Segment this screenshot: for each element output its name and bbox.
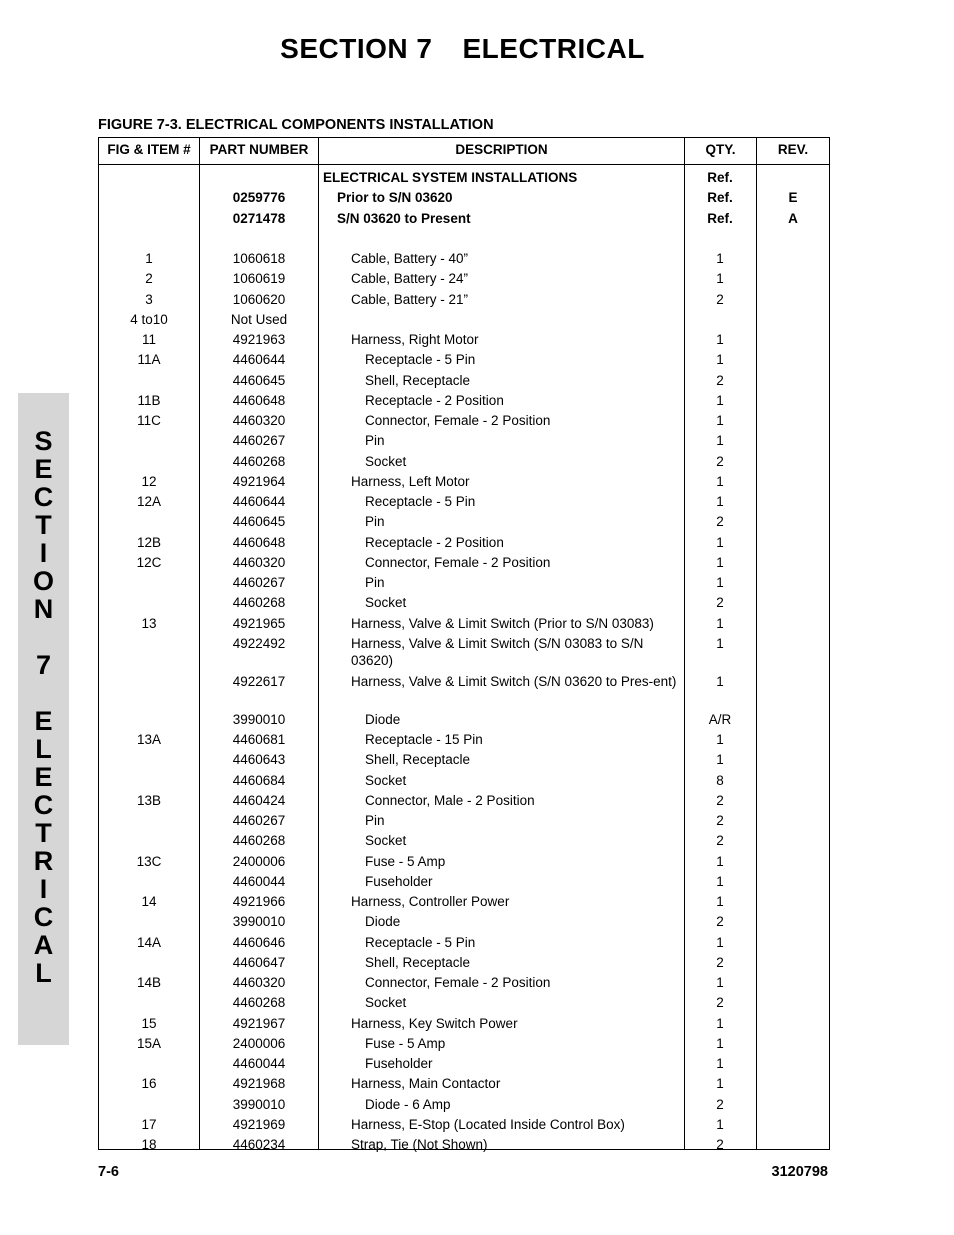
description-cell: Harness, Valve & Limit Switch (S/N 03083 to S/N 03620): [351, 635, 644, 668]
description-cell: Shell, Receptacle: [365, 954, 471, 970]
rev-cell: E: [788, 190, 798, 206]
qty-cell: 2: [716, 453, 724, 469]
description-cell: Fuse - 5 Amp: [365, 1035, 446, 1051]
part-number-cell: 4460643: [232, 752, 286, 768]
description-cell: Fuseholder: [365, 1056, 433, 1071]
part-number-cell: 3990010: [232, 711, 286, 727]
parts-table: [98, 137, 830, 1150]
qty-cell: 2: [716, 954, 724, 970]
fig-item-cell: 11B: [137, 392, 161, 408]
header-fig-item: FIG & ITEM #: [107, 142, 191, 157]
column-divider: [199, 138, 200, 1149]
part-number-cell: 4460424: [232, 792, 286, 808]
part-number-cell: 4460646: [232, 934, 286, 950]
qty-cell: Ref.: [707, 190, 733, 206]
qty-cell: 8: [716, 772, 724, 788]
part-number-cell: 4460320: [232, 413, 286, 428]
qty-cell: 2: [716, 1096, 724, 1112]
description-cell: Connector, Female - 2 Position: [365, 413, 551, 428]
description-cell: ELECTRICAL SYSTEM INSTALLATIONS: [323, 170, 578, 185]
part-number-cell: 4921968: [232, 1076, 286, 1092]
description-cell: Pin: [365, 813, 385, 828]
side-tab-letter: O: [32, 566, 54, 596]
description-cell: Harness, Controller Power: [351, 894, 510, 909]
fig-item-cell: 14A: [136, 934, 162, 950]
part-number-cell: 4921965: [232, 615, 286, 631]
description-cell: Fuseholder: [365, 873, 433, 889]
part-number-cell: Not Used: [230, 311, 288, 327]
header-divider: [99, 164, 829, 165]
qty-cell: 1: [716, 352, 724, 368]
description-cell: Socket: [365, 595, 407, 611]
description-cell: Receptacle - 2 Position: [365, 392, 504, 408]
description-cell: Diode - 6 Amp: [365, 1096, 451, 1112]
description-cell: Connector, Male - 2 Position: [365, 792, 535, 808]
rev-cell: A: [788, 210, 798, 226]
qty-cell: 1: [716, 473, 724, 489]
qty-cell: 1: [716, 332, 724, 347]
part-number-cell: 4921966: [232, 894, 286, 909]
description-cell: Diode: [365, 914, 401, 930]
qty-cell: 2: [716, 914, 724, 930]
fig-item-cell: 13C: [136, 853, 162, 869]
description-cell: Socket: [365, 772, 407, 788]
qty-cell: 1: [716, 1035, 724, 1051]
fig-item-cell: 15: [141, 1015, 157, 1031]
part-number-cell: 4460320: [232, 975, 286, 990]
part-number-cell: 4460684: [232, 772, 286, 788]
header-qty: QTY.: [705, 142, 736, 157]
description-cell: Connector, Female - 2 Position: [365, 554, 551, 570]
fig-item-cell: 13: [141, 615, 157, 631]
description-cell: Prior to S/N 03620: [337, 190, 453, 206]
description-cell: Receptacle - 15 Pin: [365, 732, 483, 747]
side-tab-letter: I: [39, 874, 48, 904]
qty-cell: 2: [716, 995, 724, 1011]
qty-cell: A/R: [708, 711, 732, 727]
part-number-cell: 4460267: [232, 813, 286, 828]
qty-cell: 2: [716, 813, 724, 828]
qty-cell: 1: [716, 413, 724, 428]
header-description: DESCRIPTION: [455, 142, 548, 157]
qty-cell: 1: [716, 392, 724, 408]
description-cell: Harness, Valve & Limit Switch (Prior to S/N 03083): [351, 615, 654, 631]
part-number-cell: 4460648: [232, 534, 286, 550]
part-number-cell: 4460044: [232, 1056, 286, 1071]
qty-cell: 1: [716, 251, 724, 266]
qty-cell: 1: [716, 271, 724, 287]
section-side-tab: [18, 393, 69, 1045]
part-number-cell: 4460268: [232, 995, 286, 1011]
part-number-cell: 4921967: [232, 1015, 286, 1031]
part-number-cell: 1060620: [232, 291, 286, 307]
description-cell: Strap, Tie (Not Shown): [351, 1137, 488, 1152]
description-cell: Pin: [365, 575, 385, 590]
fig-item-cell: 12A: [136, 494, 162, 509]
description-cell: Harness, E-Stop (Located Inside Control Box): [351, 1116, 625, 1132]
description-cell: Harness, Right Motor: [351, 332, 479, 347]
part-number-cell: 4460644: [232, 352, 286, 368]
part-number-cell: 4921964: [232, 473, 286, 489]
fig-item-cell: 11A: [137, 352, 161, 368]
part-number-cell: 4460320: [232, 554, 286, 570]
section-name: ELECTRICAL: [462, 33, 645, 64]
qty-cell: 1: [716, 494, 724, 509]
side-tab-letter: E: [34, 454, 53, 484]
section-title: [0, 33, 925, 65]
fig-item-cell: 12: [141, 473, 157, 489]
page-number: 7-6: [98, 1164, 119, 1180]
part-number-cell: 4460268: [232, 595, 286, 611]
qty-cell: 1: [716, 635, 724, 651]
fig-item-cell: 11: [141, 332, 156, 347]
qty-cell: 2: [716, 595, 724, 611]
side-tab-letter: E: [34, 762, 53, 792]
description-cell: Socket: [365, 833, 407, 849]
qty-cell: 1: [716, 853, 724, 869]
qty-cell: Ref.: [707, 210, 733, 226]
fig-item-cell: 3: [145, 291, 153, 307]
description-cell: Socket: [365, 995, 407, 1011]
description-cell: Harness, Valve & Limit Switch (S/N 03620 to Pres-ent): [351, 673, 677, 689]
description-cell: Socket: [365, 453, 407, 469]
side-tab-letter: C: [33, 790, 54, 820]
side-tab-letter: [18, 679, 69, 707]
fig-item-cell: 1: [145, 251, 153, 266]
side-tab-letters: [18, 427, 69, 987]
side-tab-letter: T: [35, 818, 52, 848]
description-cell: Pin: [365, 514, 385, 530]
column-divider: [756, 138, 757, 1149]
description-cell: Cable, Battery - 21”: [351, 291, 469, 307]
part-number-cell: 1060619: [232, 271, 286, 287]
description-cell: Cable, Battery - 40”: [351, 251, 469, 266]
part-number-cell: 4922617: [232, 673, 286, 689]
qty-cell: 1: [716, 732, 724, 747]
side-tab-letter: N: [33, 594, 54, 624]
side-tab-letter: 7: [35, 650, 52, 680]
side-tab-letter: I: [39, 538, 48, 568]
fig-item-cell: 4 to10: [130, 311, 168, 327]
description-cell: Shell, Receptacle: [365, 752, 471, 768]
part-number-cell: 4460234: [232, 1137, 286, 1152]
fig-item-cell: 2: [145, 271, 153, 287]
fig-item-cell: 12C: [136, 554, 162, 570]
description-cell: Pin: [365, 433, 385, 449]
part-number-cell: 3990010: [232, 914, 286, 930]
part-number-cell: 4921969: [232, 1116, 286, 1132]
description-cell: Connector, Female - 2 Position: [365, 975, 551, 990]
qty-cell: 2: [716, 792, 724, 808]
description-cell: Receptacle - 5 Pin: [365, 934, 476, 950]
part-number-cell: 4460647: [232, 954, 286, 970]
part-number-cell: 0271478: [232, 210, 286, 226]
fig-item-cell: 16: [141, 1076, 157, 1092]
side-tab-letter: C: [33, 902, 54, 932]
qty-cell: 1: [716, 873, 724, 889]
qty-cell: 1: [716, 534, 724, 550]
fig-item-cell: 12B: [136, 534, 162, 550]
part-number-cell: 4460681: [232, 732, 286, 747]
side-tab-letter: L: [35, 958, 52, 988]
part-number-cell: 4460267: [232, 433, 286, 449]
description-cell: Harness, Main Contactor: [351, 1076, 501, 1092]
part-number-cell: 4460645: [232, 514, 286, 530]
qty-cell: 1: [716, 1056, 724, 1071]
side-tab-letter: S: [34, 426, 53, 456]
qty-cell: Ref.: [707, 170, 733, 185]
part-number-cell: 4922492: [232, 635, 286, 651]
side-tab-letter: R: [33, 846, 54, 876]
qty-cell: 1: [716, 575, 724, 590]
fig-item-cell: 15A: [136, 1035, 162, 1051]
part-number-cell: 4460268: [232, 453, 286, 469]
side-tab-letter: E: [34, 706, 53, 736]
part-number-cell: 4460644: [232, 494, 286, 509]
fig-item-cell: 13B: [136, 792, 162, 808]
qty-cell: 1: [716, 894, 724, 909]
header-rev: REV.: [777, 142, 809, 157]
qty-cell: 2: [716, 1137, 724, 1152]
description-cell: Fuse - 5 Amp: [365, 853, 446, 869]
fig-item-cell: 13A: [136, 732, 162, 747]
part-number-cell: 1060618: [232, 251, 286, 266]
part-number-cell: 2400006: [232, 853, 286, 869]
part-number-cell: 4460268: [232, 833, 286, 849]
section-number: SECTION 7: [280, 33, 433, 64]
description-cell: Receptacle - 2 Position: [365, 534, 504, 550]
qty-cell: 1: [716, 934, 724, 950]
part-number-cell: 4460267: [232, 575, 286, 590]
side-tab-letter: A: [33, 930, 54, 960]
side-tab-letter: L: [35, 734, 52, 764]
side-tab-letter: T: [35, 510, 52, 540]
fig-item-cell: 11C: [137, 413, 161, 428]
side-tab-letter: C: [33, 482, 54, 512]
qty-cell: 1: [716, 1076, 724, 1092]
description-cell: Cable, Battery - 24”: [351, 271, 469, 287]
description-cell: Diode: [365, 711, 401, 727]
qty-cell: 2: [716, 372, 724, 388]
qty-cell: 1: [716, 554, 724, 570]
qty-cell: 1: [716, 1116, 724, 1132]
part-number-cell: 4460648: [232, 392, 286, 408]
qty-cell: 2: [716, 291, 724, 307]
qty-cell: 2: [716, 514, 724, 530]
side-tab-letter: [18, 623, 69, 651]
qty-cell: 1: [716, 673, 724, 689]
qty-cell: 1: [716, 615, 724, 631]
qty-cell: 1: [716, 1015, 724, 1031]
qty-cell: 1: [716, 752, 724, 768]
description-cell: S/N 03620 to Present: [337, 210, 471, 226]
fig-item-cell: 17: [141, 1116, 157, 1132]
document-number: 3120798: [771, 1164, 828, 1180]
description-cell: Receptacle - 5 Pin: [365, 494, 476, 509]
description-cell: Receptacle - 5 Pin: [365, 352, 476, 368]
column-divider: [318, 138, 319, 1149]
part-number-cell: 0259776: [232, 190, 286, 206]
description-cell: Harness, Key Switch Power: [351, 1015, 518, 1031]
header-part-number: PART NUMBER: [209, 142, 309, 157]
part-number-cell: 4460645: [232, 372, 286, 388]
qty-cell: 2: [716, 833, 724, 849]
qty-cell: 1: [716, 433, 724, 449]
qty-cell: 1: [716, 975, 724, 990]
figure-title: FIGURE 7-3. ELECTRICAL COMPONENTS INSTALLATION: [98, 117, 494, 133]
description-cell: Harness, Left Motor: [351, 473, 470, 489]
description-cell: Shell, Receptacle: [365, 372, 471, 388]
fig-item-cell: 14: [141, 894, 157, 909]
part-number-cell: 4921963: [232, 332, 286, 347]
part-number-cell: 4460044: [232, 873, 286, 889]
part-number-cell: 3990010: [232, 1096, 286, 1112]
part-number-cell: 2400006: [232, 1035, 286, 1051]
fig-item-cell: 18: [141, 1137, 157, 1152]
fig-item-cell: 14B: [136, 975, 162, 990]
